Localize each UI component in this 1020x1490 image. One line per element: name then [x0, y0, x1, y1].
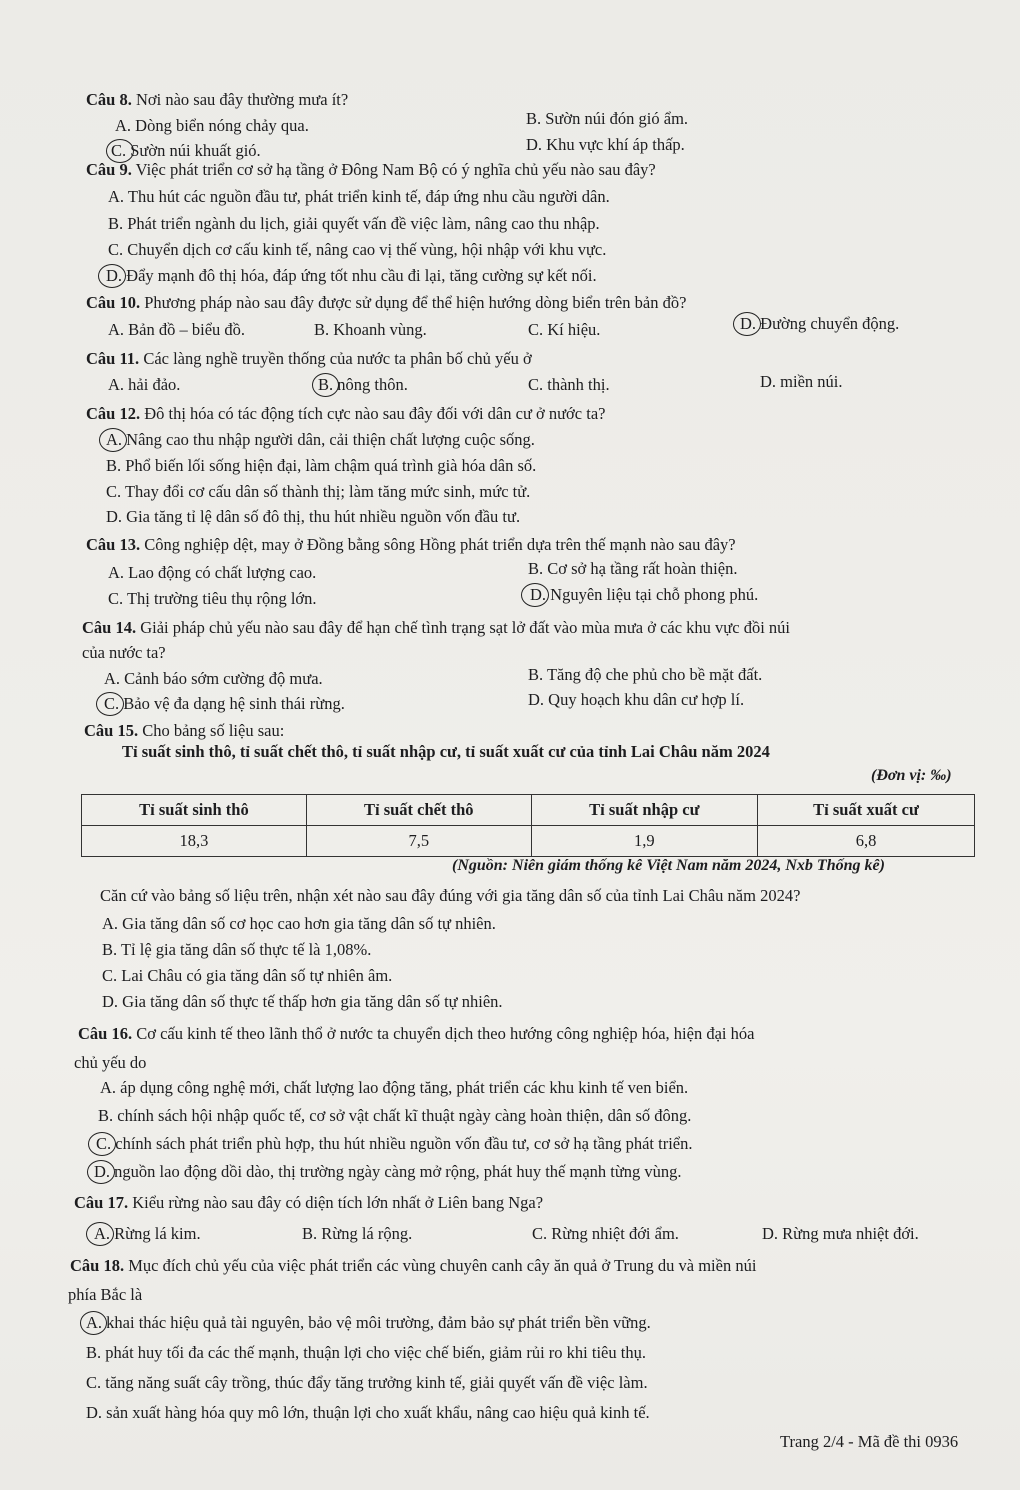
option-b: B. Sườn núi đón gió ẩm. — [526, 109, 689, 128]
option-d: D. Nguyên liệu tại chỗ phong phú. — [530, 585, 759, 604]
answer-circle-mark — [96, 692, 124, 716]
option-c: C. tăng năng suất cây trồng, thúc đẩy tăng trưởng kinh tế, giải quyết vấn đề việc làm. — [86, 1373, 648, 1392]
question-text: Việc phát triển cơ sở hạ tầng ở Đông Nam Bộ có ý nghĩa chủ yếu nào sau đây? — [131, 160, 656, 179]
question-18-continued: phía Bắc là — [68, 1285, 143, 1304]
question-text: Phương pháp nào sau đây được sử dụng để thể hiện hướng dòng biển trên bản đồ? — [140, 293, 687, 312]
table-header-cell: Tỉ suất sinh thô — [82, 795, 307, 826]
question-label: Câu 16. — [78, 1024, 133, 1043]
option-a: A. hải đảo. — [108, 375, 181, 394]
table-cell: 6,8 — [758, 826, 975, 857]
question-16 — [78, 1024, 754, 1044]
table-header-cell: Tỉ suất nhập cư — [531, 795, 757, 826]
question-16-continued: chủ yếu do — [74, 1053, 147, 1072]
option-a: A. Bản đồ – biểu đồ. — [108, 320, 246, 339]
table-unit: (Đơn vị: ‰) — [871, 767, 952, 784]
question-15 — [84, 721, 284, 741]
question-15-prompt: Căn cứ vào bảng số liệu trên, nhận xét nào sau đây đúng với gia tăng dân số của tỉnh Lai Châu năm 2024? — [100, 886, 801, 905]
option-c: C. thành thị. — [528, 375, 610, 394]
option-d: D. Khu vực khí áp thấp. — [526, 135, 685, 154]
option-a: A. Dòng biển nóng chảy qua. — [115, 116, 309, 135]
answer-circle-mark — [87, 1160, 115, 1184]
question-18 — [70, 1256, 756, 1276]
option-a: A. Gia tăng dân số cơ học cao hơn gia tăng dân số tự nhiên. — [102, 914, 496, 933]
option-c: C. Lai Châu có gia tăng dân số tự nhiên âm. — [102, 966, 393, 985]
option-d: D. nguồn lao động dồi dào, thị trường ngày càng mở rộng, phát huy thế mạnh từng vùng. — [94, 1162, 682, 1181]
option-b: B. Rừng lá rộng. — [302, 1224, 413, 1243]
question-14-continued: của nước ta? — [82, 643, 166, 662]
question-text: Các làng nghề truyền thống của nước ta phân bố chủ yếu ở — [139, 349, 532, 368]
answer-circle-mark — [80, 1311, 107, 1335]
answer-circle-mark — [88, 1132, 116, 1156]
question-text: Giải pháp chủ yếu nào sau đây để hạn chế tình trạng sạt lở đất vào mùa mưa ở các khu vực đồi núi — [136, 618, 790, 637]
table-title: Tỉ suất sinh thô, tỉ suất chết thô, tỉ suất nhập cư, tỉ suất xuất cư của tỉnh Lai Châu năm 2024 — [122, 742, 770, 761]
option-a: A. Nâng cao thu nhập người dân, cải thiện chất lượng cuộc sống. — [106, 430, 535, 449]
table-row — [82, 826, 975, 857]
question-text: Kiểu rừng nào sau đây có diện tích lớn nhất ở Liên bang Nga? — [128, 1193, 544, 1212]
question-text: Đô thị hóa có tác động tích cực nào sau đây đối với dân cư ở nước ta? — [140, 404, 606, 423]
option-d: D. miền núi. — [760, 372, 843, 391]
question-10 — [86, 293, 686, 313]
question-label: Câu 18. — [70, 1256, 125, 1275]
option-b: B. Khoanh vùng. — [314, 320, 427, 339]
option-c: C. chính sách phát triển phù hợp, thu hút nhiều nguồn vốn đầu tư, cơ sở hạ tầng phát triển. — [96, 1134, 693, 1153]
question-label: Câu 9. — [86, 160, 132, 179]
question-label: Câu 15. — [84, 721, 139, 740]
option-a: A. áp dụng công nghệ mới, chất lượng lao động tăng, phát triển các khu kinh tế ven biển. — [100, 1078, 689, 1097]
option-a: A. Cảnh báo sớm cường độ mưa. — [104, 669, 323, 688]
option-d: D. Gia tăng dân số thực tế thấp hơn gia tăng dân số tự nhiên. — [102, 992, 503, 1011]
question-label: Câu 10. — [86, 293, 141, 312]
question-text: Cho bảng số liệu sau: — [138, 721, 285, 740]
table-header-row — [82, 795, 975, 826]
question-label: Câu 17. — [74, 1193, 129, 1212]
data-table — [81, 794, 975, 857]
page-footer: Trang 2/4 - Mã đề thi 0936 — [780, 1432, 959, 1451]
option-c: C. Sườn núi khuất gió. — [111, 141, 261, 160]
question-label: Câu 13. — [86, 535, 141, 554]
option-c: C. Bảo vệ đa dạng hệ sinh thái rừng. — [104, 694, 345, 713]
option-c: C. Rừng nhiệt đới ẩm. — [532, 1224, 679, 1243]
option-c: C. Thị trường tiêu thụ rộng lớn. — [108, 589, 317, 608]
question-label: Câu 8. — [86, 90, 132, 109]
option-d: D. Gia tăng tỉ lệ dân số đô thị, thu hút nhiều nguồn vốn đầu tư. — [106, 507, 521, 526]
table-header-cell: Tỉ suất chết thô — [306, 795, 531, 826]
option-a: A. Thu hút các nguồn đầu tư, phát triển kinh tế, đáp ứng nhu cầu người dân. — [108, 187, 610, 206]
question-text: Nơi nào sau đây thường mưa ít? — [131, 90, 349, 109]
option-b: B. Tỉ lệ gia tăng dân số thực tế là 1,08%. — [102, 940, 372, 959]
question-14 — [82, 618, 790, 638]
question-12 — [86, 404, 605, 424]
option-d: D. sản xuất hàng hóa quy mô lớn, thuận lợi cho xuất khẩu, nâng cao hiệu quả kinh tế. — [86, 1403, 650, 1422]
option-b: B. Phát triển ngành du lịch, giải quyết vấn đề việc làm, nâng cao thu nhập. — [108, 214, 600, 233]
table-source: (Nguồn: Niên giám thống kê Việt Nam năm 2024, Nxb Thống kê) — [452, 857, 885, 874]
option-b: B. nông thôn. — [318, 375, 408, 394]
question-label: Câu 12. — [86, 404, 141, 423]
question-17 — [74, 1193, 543, 1213]
option-c: C. Kí hiệu. — [528, 320, 601, 339]
question-label: Câu 11. — [86, 349, 140, 368]
option-c: C. Thay đổi cơ cấu dân số thành thị; làm tăng mức sinh, mức tử. — [106, 482, 531, 501]
question-label: Câu 14. — [82, 618, 137, 637]
option-a: A. Lao động có chất lượng cao. — [108, 563, 317, 582]
option-d: D. Đẩy mạnh đô thị hóa, đáp ứng tốt nhu cầu đi lại, tăng cường sự kết nối. — [106, 266, 597, 285]
option-b: B. Cơ sở hạ tầng rất hoàn thiện. — [528, 559, 738, 578]
option-a: A. khai thác hiệu quả tài nguyên, bảo vệ môi trường, đảm bảo sự phát triển bền vững. — [86, 1313, 651, 1332]
option-b: B. Tăng độ che phủ cho bề mặt đất. — [528, 665, 763, 684]
table-header-cell: Tỉ suất xuất cư — [758, 795, 975, 826]
answer-circle-mark — [86, 1222, 114, 1246]
table-cell: 1,9 — [531, 826, 757, 857]
table-cell: 18,3 — [82, 826, 307, 857]
option-b: B. phát huy tối đa các thế mạnh, thuận lợi cho việc chế biến, giảm rủi ro khi tiêu thụ. — [86, 1343, 646, 1362]
question-text: Cơ cấu kinh tế theo lãnh thổ ở nước ta chuyển dịch theo hướng công nghiệp hóa, hiện đại hóa — [132, 1024, 755, 1043]
option-d: D. Quy hoạch khu dân cư hợp lí. — [528, 690, 745, 709]
option-d: D. Rừng mưa nhiệt đới. — [762, 1224, 919, 1243]
question-9 — [86, 160, 656, 180]
question-text: Công nghiệp dệt, may ở Đồng bằng sông Hồng phát triển dựa trên thế mạnh nào sau đây? — [140, 535, 736, 554]
question-8 — [86, 90, 348, 110]
option-a: A. Rừng lá kim. — [94, 1224, 201, 1243]
answer-circle-mark — [312, 373, 339, 397]
option-b: B. chính sách hội nhập quốc tế, cơ sở vật chất kĩ thuật ngày càng hoàn thiện, dân số đông. — [98, 1106, 692, 1125]
answer-circle-mark — [521, 583, 549, 607]
option-d: D. Đường chuyển động. — [740, 314, 900, 333]
table-cell: 7,5 — [306, 826, 531, 857]
option-c: C. Chuyển dịch cơ cấu kinh tế, nâng cao vị thế vùng, hội nhập với khu vực. — [108, 240, 607, 259]
question-13 — [86, 535, 736, 555]
question-text: Mục đích chủ yếu của việc phát triển các vùng chuyên canh cây ăn quả ở Trung du và miền núi — [124, 1256, 757, 1275]
question-11 — [86, 349, 532, 369]
answer-circle-mark — [98, 264, 126, 288]
option-b: B. Phổ biến lối sống hiện đại, làm chậm quá trình già hóa dân số. — [106, 456, 537, 475]
answer-circle-mark — [733, 312, 761, 336]
